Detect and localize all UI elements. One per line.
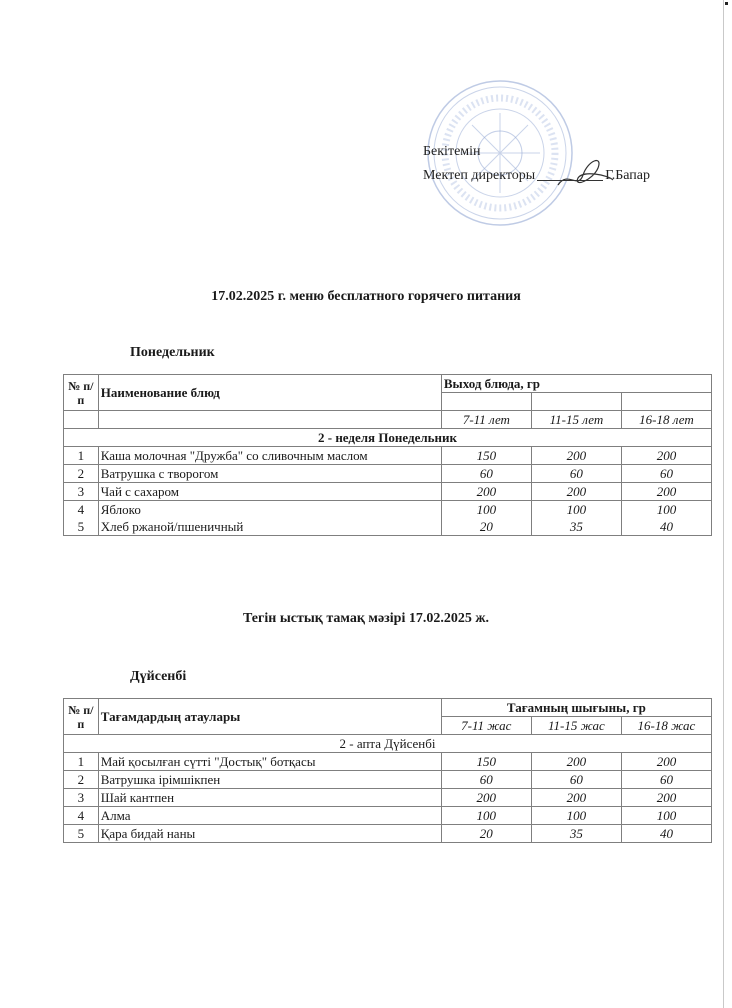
table-row: 3 Чай с сахаром 200 200 200 bbox=[64, 483, 712, 501]
table-row-merged: 4 5 Яблоко Хлеб ржаной/пшеничный 100 20 100 35 100 40 bbox=[64, 501, 712, 536]
approval-name: Г.Бапар bbox=[605, 168, 651, 183]
ru-day-label: Понедельник bbox=[130, 345, 215, 360]
table-row: 2 Ватрушка ірімшікпен 60 60 60 bbox=[64, 771, 712, 789]
col-name-header: Тағамдардың атаулары bbox=[98, 699, 441, 735]
corner-mark bbox=[725, 2, 728, 5]
ru-menu-title: 17.02.2025 г. меню бесплатного горячего питания bbox=[211, 289, 521, 304]
table-row: 1 Каша молочная "Дружба" со сливочным маслом 150 200 200 bbox=[64, 447, 712, 465]
table-row: 4 Алма 100 100 100 bbox=[64, 807, 712, 825]
kz-menu-title: Тегін ыстық тамақ мәзірі 17.02.2025 ж. bbox=[243, 611, 489, 626]
director-signature bbox=[548, 150, 618, 195]
age-header: 11-15 жас bbox=[531, 717, 621, 735]
week-label: 2 - апта Дүйсенбі bbox=[64, 735, 712, 753]
col-num-header: № п/п bbox=[64, 699, 99, 735]
table-row: 5 Қара бидай наны 20 35 40 bbox=[64, 825, 712, 843]
col-name-header: Наименование блюд bbox=[98, 375, 441, 411]
age-header: 16-18 лет bbox=[621, 411, 711, 429]
col-output-header: Выход блюда, гр bbox=[441, 375, 711, 393]
age-header: 11-15 лет bbox=[531, 411, 621, 429]
age-header: 7-11 жас bbox=[441, 717, 531, 735]
kz-menu-table bbox=[63, 698, 712, 843]
age-header: 7-11 лет bbox=[441, 411, 531, 429]
col-num-header: № п/п bbox=[64, 375, 99, 411]
table-row: 3 Шай кантпен 200 200 200 bbox=[64, 789, 712, 807]
approval-title: Бекітемін bbox=[423, 144, 481, 159]
table-row: 2 Ватрушка с творогом 60 60 60 bbox=[64, 465, 712, 483]
ru-menu-table bbox=[63, 374, 712, 536]
table-row: 1 Май қосылған сүтті "Достық" ботқасы 150 200 200 bbox=[64, 753, 712, 771]
week-label: 2 - неделя Понедельник bbox=[64, 429, 712, 447]
kz-day-label: Дүйсенбі bbox=[130, 669, 187, 684]
age-header: 16-18 жас bbox=[621, 717, 711, 735]
approval-position: Мектеп директоры bbox=[423, 168, 536, 183]
page-edge-line bbox=[723, 0, 724, 1008]
col-output-header: Тағамның шығыны, гр bbox=[441, 699, 711, 717]
